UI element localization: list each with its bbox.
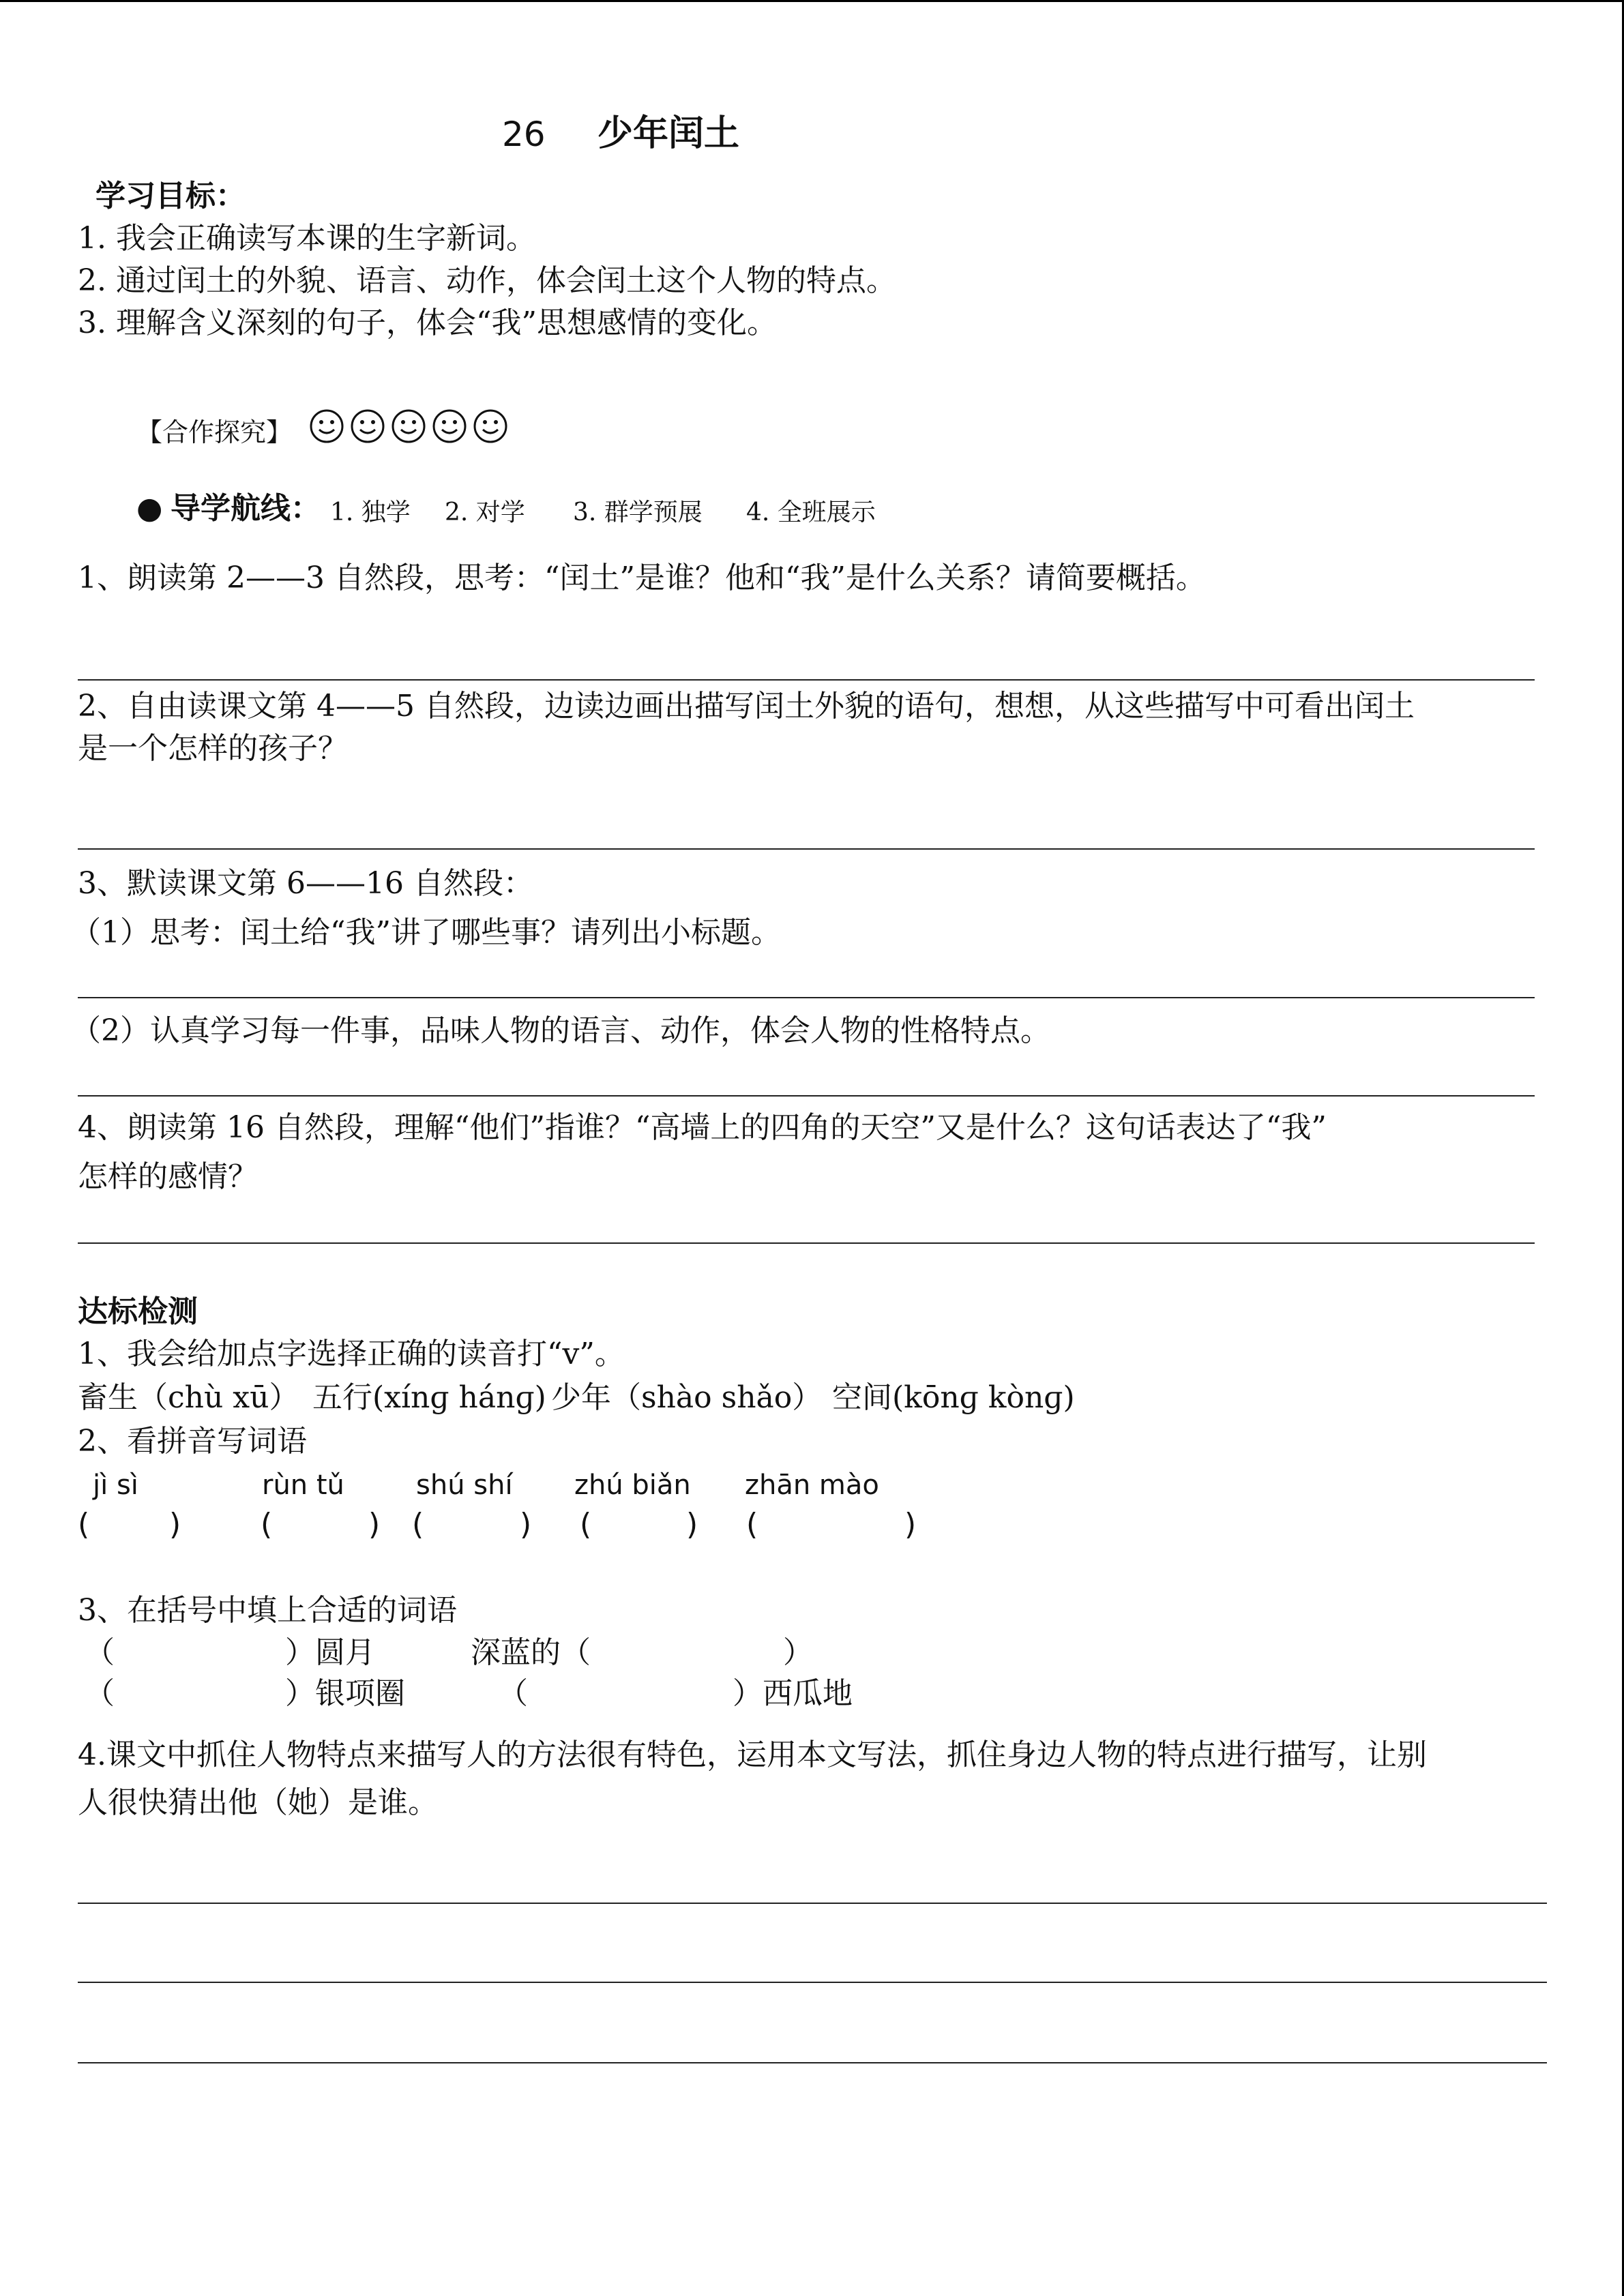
fill-row-2-word-2: ）西瓜地 <box>733 1676 853 1711</box>
pinyin-1: jì sì <box>93 1470 138 1501</box>
smiley-icon <box>390 408 427 445</box>
answer-line <box>78 679 1535 681</box>
cooperate-label: 【合作探究】 <box>136 417 293 447</box>
question-4-line-1: 4、朗读第 16 自然段，理解“他们”指谁？“高墙上的四角的天空”又是什么？这句话表达了“我” <box>78 1110 1327 1145</box>
pinyin-5: zhān mào <box>745 1470 879 1501</box>
smiley-icon <box>349 408 386 445</box>
guide-label: 导学航线： <box>171 491 321 526</box>
reading-option-1: 畜生（chù xū） <box>78 1380 299 1415</box>
lesson-number: 26 <box>502 115 546 154</box>
answer-bracket-close: ) <box>368 1507 381 1542</box>
question-4-line-2: 怎样的感情？ <box>78 1159 258 1194</box>
smiley-icon <box>472 408 509 445</box>
answer-line <box>78 1903 1547 1904</box>
pinyin-4: zhú biǎn <box>574 1470 691 1501</box>
question-3-sub-1: （1）思考：闰土给“我”讲了哪些事？请列出小标题。 <box>71 915 781 950</box>
objectives-heading: 学习目标： <box>95 179 246 213</box>
fill-row-2-word: ）银项圈 <box>285 1676 405 1711</box>
reading-option-2: 五行(xínɡ hánɡ) <box>312 1380 546 1415</box>
answer-bracket-open: ( <box>261 1507 273 1542</box>
fill-row-2-open: （ <box>85 1676 115 1711</box>
answer-line <box>78 997 1535 998</box>
question-3-sub-2: （2）认真学习每一件事，品味人物的语言、动作，体会人物的性格特点。 <box>71 1013 1050 1048</box>
reading-option-3: 少年（shào shǎo） <box>551 1380 823 1415</box>
answer-bracket-close: ) <box>169 1507 181 1542</box>
answer-bracket-close: ) <box>904 1507 917 1542</box>
answer-bracket-close: ) <box>520 1507 532 1542</box>
page-border-top <box>0 0 1624 2</box>
fill-row-1-word: ）圆月 <box>285 1635 375 1670</box>
objective-item-3: 3. 理解含义深刻的句子，体会“我”思想感情的变化。 <box>78 305 777 340</box>
question-3: 3、默读课文第 6——16 自然段： <box>78 866 533 901</box>
smiley-icon <box>431 408 468 445</box>
guide-step-2: 2. 对学 <box>445 498 525 526</box>
smiley-icon <box>308 408 345 445</box>
test-q2-prompt: 2、看拼音写词语 <box>78 1424 307 1459</box>
answer-line <box>78 1242 1535 1244</box>
fill-row-1-open: （ <box>85 1635 115 1670</box>
guide-step-4: 4. 全班展示 <box>746 498 876 526</box>
reading-option-4: 空间(kōnɡ kònɡ) <box>832 1380 1075 1415</box>
fill-row-1-phrase: 深蓝的（ <box>471 1635 591 1670</box>
answer-line <box>78 848 1535 850</box>
answer-line <box>78 1982 1547 1983</box>
test-q1-prompt: 1、我会给加点字选择正确的读音打“v”。 <box>78 1337 625 1371</box>
guide-bullet: ● <box>136 491 163 526</box>
smiley-rating <box>308 408 509 445</box>
fill-row-2-open-2: （ <box>498 1676 528 1711</box>
answer-line <box>78 1095 1535 1097</box>
page-title: 少年闰土 <box>597 113 740 154</box>
question-1: 1、朗读第 2——3 自然段，思考：“闰土”是谁？他和“我”是什么关系？请简要概括。 <box>78 561 1206 595</box>
guide-step-3: 3. 群学预展 <box>573 498 703 526</box>
question-2-line-1: 2、自由读课文第 4——5 自然段，边读边画出描写闰土外貌的语句，想想，从这些描写中可看出闰土 <box>78 689 1415 724</box>
answer-bracket-open: ( <box>746 1507 758 1542</box>
test-q3-prompt: 3、在括号中填上合适的词语 <box>78 1593 457 1628</box>
answer-line <box>78 2062 1547 2063</box>
answer-bracket-close: ) <box>686 1507 698 1542</box>
answer-bracket-open: ( <box>78 1507 90 1542</box>
fill-row-1-close: ） <box>783 1635 813 1670</box>
objective-item-2: 2. 通过闰土的外貌、语言、动作，体会闰土这个人物的特点。 <box>78 263 896 298</box>
objective-item-1: 1. 我会正确读写本课的生字新词。 <box>78 221 536 256</box>
guide-step-1: 1. 独学 <box>330 498 411 526</box>
pinyin-2: rùn tǔ <box>262 1470 344 1501</box>
test-heading: 达标检测 <box>78 1294 198 1329</box>
test-q4-line-1: 4.课文中抓住人物特点来描写人的方法很有特色，运用本文写法，抓住身边人物的特点进行描写，让别 <box>78 1738 1427 1772</box>
pinyin-3: shú shí <box>416 1470 513 1501</box>
answer-bracket-open: ( <box>580 1507 592 1542</box>
test-q4-line-2: 人很快猜出他（她）是谁。 <box>78 1785 438 1820</box>
question-2-line-2: 是一个怎样的孩子？ <box>78 731 348 766</box>
answer-bracket-open: ( <box>412 1507 424 1542</box>
